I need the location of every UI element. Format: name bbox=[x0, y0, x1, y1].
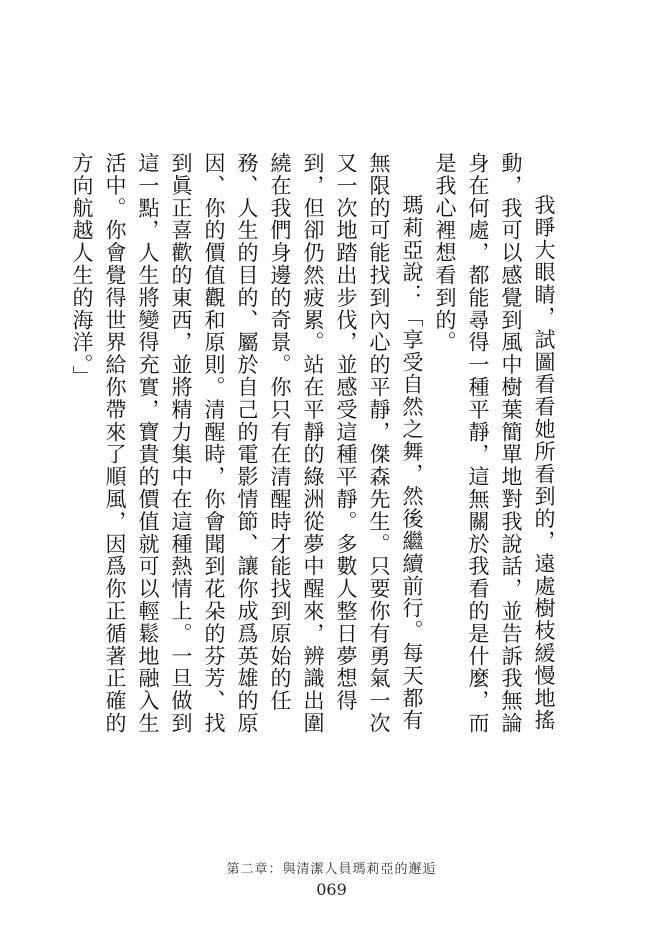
paragraph-1: 我睜大眼睛，試圖看看她所看到的，遠處樹枝緩慢地搖動，我可以感覺到風中樹葉簡單地對我說話，並告訴我無論身在何處，都能尋得一種平靜，這無關於我看的是什麼，而是我心裡想看到的。 bbox=[433, 152, 556, 735]
page-number: 069 bbox=[316, 880, 347, 899]
paragraph-2: 瑪莉亞說：「享受自然之舞，然後繼續前行。每天都有無限的可能找到內心的平靜，傑森先生。只要你有勇氣一次又一次地踏出步伐，並感受這種平靜。多數人整日夢想得到，但卻仍然疲累。站在平靜的綠洲從夢中醒來，辨識出圍繞在我們身邊的奇景。你只有在清醒時才能找到原始的任務、人生的目的、屬於自己的電影情節、讓你成爲英雄的原因、你的價值觀和原則。清醒時，你會聞到花朵的芬芳、找到眞正喜歡的東西，並將精力集中在這種熱情上。一旦做到這一點，人生將變得充實，寶貴的價值就可以輕鬆地融入生活中。你會覺得世界給你帶來了順風，因爲你正循著正確的方向航越人生的海洋。」 bbox=[70, 152, 424, 735]
running-footer-chapter-title: 第二章：與清潔人員瑪莉亞的邂逅 bbox=[226, 862, 437, 877]
body-text bbox=[70, 152, 560, 752]
